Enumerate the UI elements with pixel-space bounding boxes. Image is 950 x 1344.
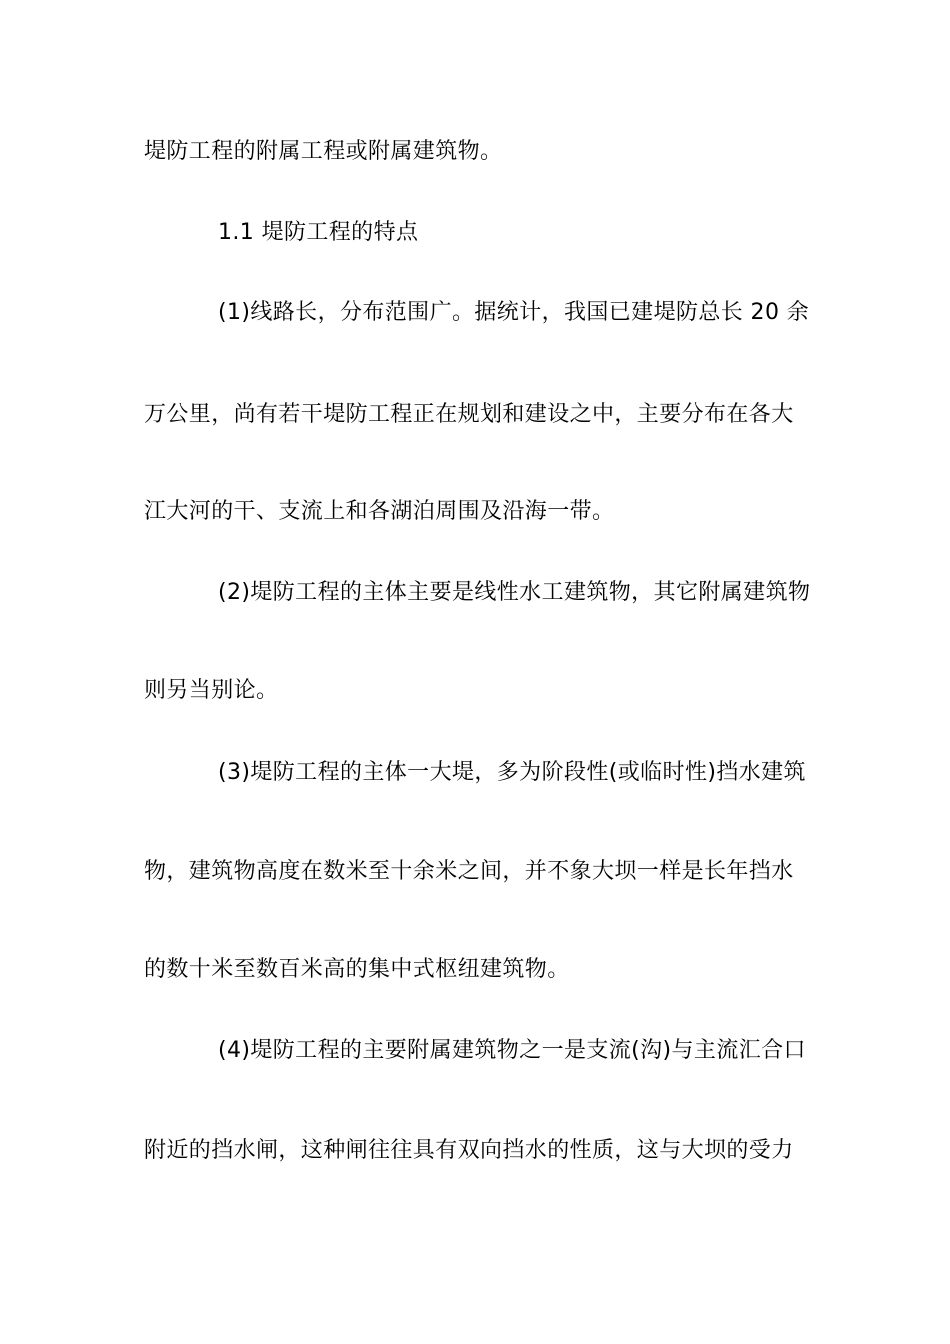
paragraph-line: 附近的挡水闸，这种闸往往具有双向挡水的性质，这与大坝的受力 [144,1138,794,1163]
paragraph-line: 则另当别论。 [144,678,279,703]
paragraph-line: 江大河的干、支流上和各湖泊周围及沿海一带。 [144,499,615,524]
paragraph-line: (3)堤防工程的主体一大堤，多为阶段性(或临时性)挡水建筑 [218,760,806,785]
paragraph-line: (2)堤防工程的主体主要是线性水工建筑物，其它附属建筑物 [218,580,811,605]
paragraph-line: (1)线路长，分布范围广。据统计，我国已建堤防总长 20 余 [218,300,810,325]
paragraph-line: 堤防工程的附属工程或附属建筑物。 [144,139,503,164]
paragraph-line: (4)堤防工程的主要附属建筑物之一是支流(沟)与主流汇合口 [218,1038,806,1063]
paragraph-line: 万公里，尚有若干堤防工程正在规划和建设之中，主要分布在各大 [144,402,794,427]
paragraph-line: 的数十米至数百米高的集中式枢纽建筑物。 [144,957,570,982]
section-heading: 1.1 堤防工程的特点 [218,220,419,245]
paragraph-line: 物，建筑物高度在数米至十余米之间，并不象大坝一样是长年挡水 [144,859,794,884]
